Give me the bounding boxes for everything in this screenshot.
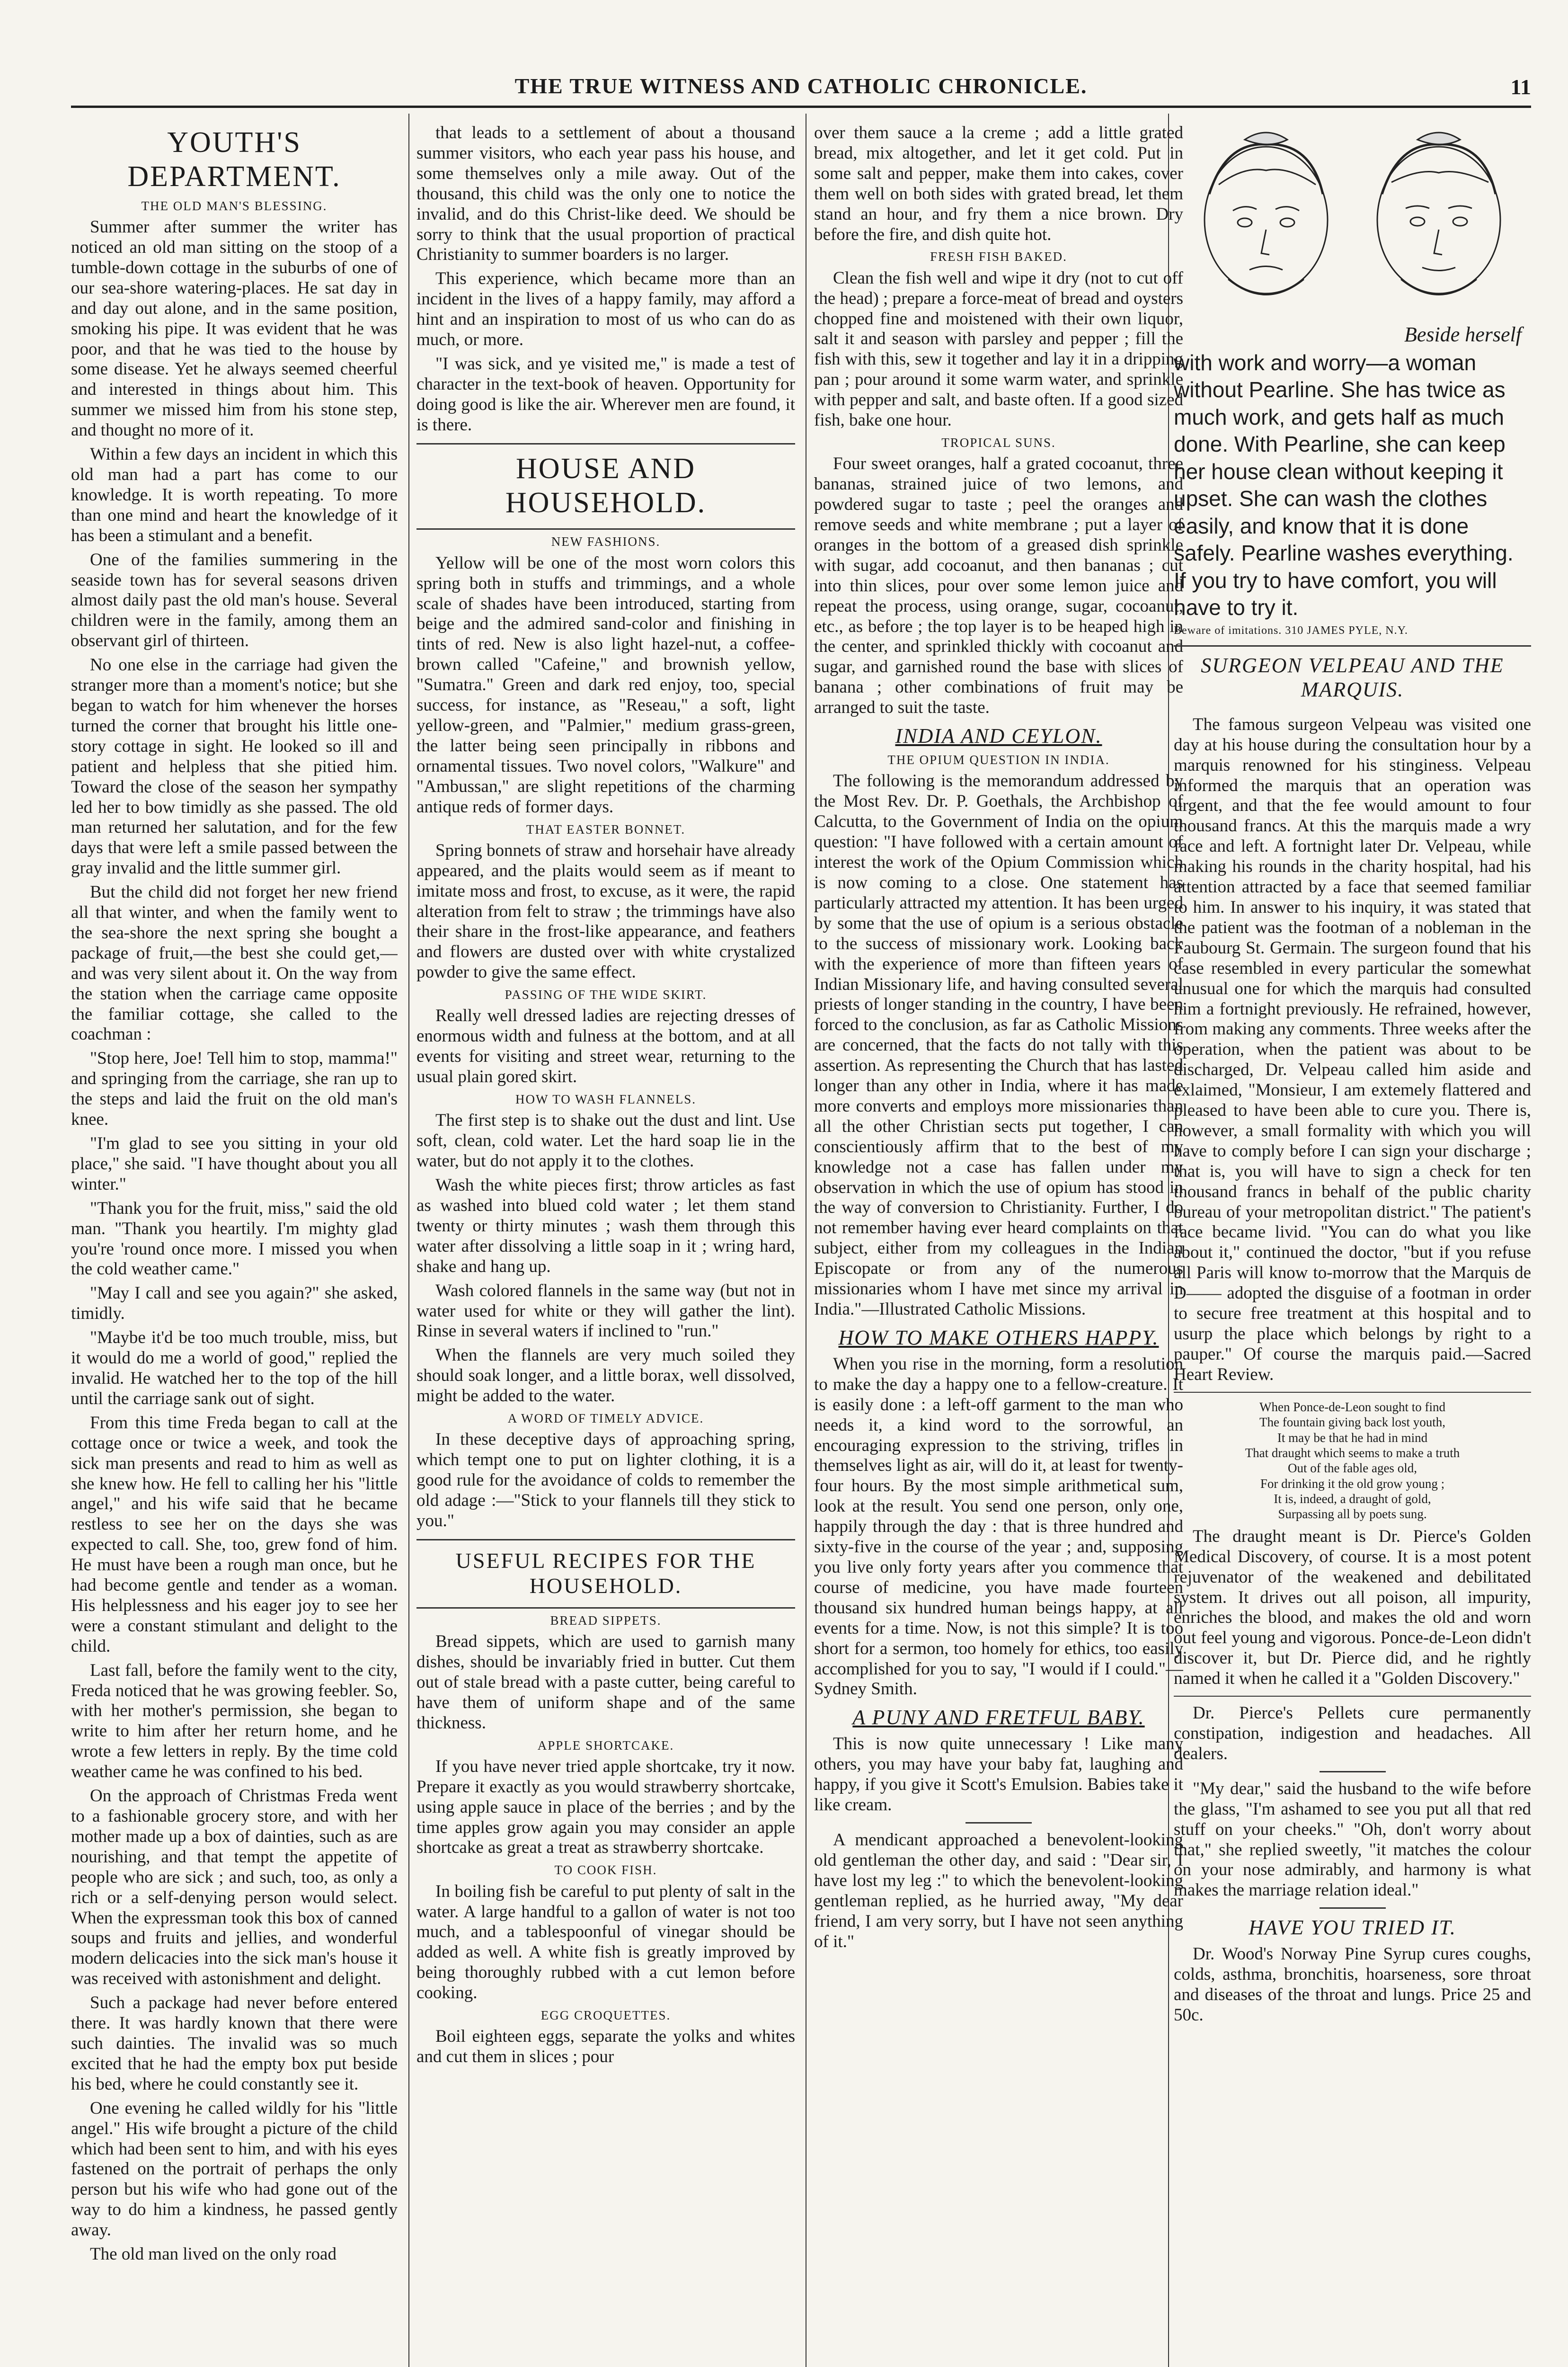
- advertisement-fine-print: Beware of imitations. 310 JAMES PYLE, N.Y.: [1174, 624, 1408, 637]
- article-subhead: BREAD SIPPETS.: [550, 1613, 662, 1628]
- poem-line: Out of the fable ages old,: [1288, 1461, 1417, 1476]
- section-title: YOUTH'S DEPARTMENT.: [127, 126, 341, 193]
- article-title: A PUNY AND FRETFUL BABY.: [852, 1706, 1145, 1729]
- article-paragraph: Dr. Wood's Norway Pine Syrup cures coughs, colds, asthma, bronchitis, hoarseness, sore throat and diseases of the throat and lungs. Price 25 and 50c.: [1174, 1944, 1531, 2025]
- article-paragraph: The first step is to shake out the dust and lint. Use soft, clean, cold water. Let the hard soap lie in the water, but do not apply it to the clothes.: [416, 1111, 795, 1171]
- article-body: [814, 268, 1183, 431]
- article-paragraph: The old man lived on the only road: [90, 2244, 337, 2264]
- advertisement-text: with work and worry—a woman without Pearline. She has twice as much work, and gets half as much done. With Pearline, she can keep her house clean without keeping it upset. She can wash the clothes easily, and know that it is done safely. Pearline washes everything. If you try to have comfort, you will have to try it.: [1174, 350, 1514, 620]
- article-body: [416, 1882, 795, 2003]
- article-paragraph: Wash colored flannels in the same way (but not in water used for white or they will gather the lint). Rinse in several waters if inclined to "run.": [416, 1281, 795, 1341]
- article-paragraph: In these deceptive days of approaching spring, which tempt one to put on lighter clothing, it is a good rule for the avoidance of colds to remember the old adage :—"Stick to your flannels till they stick to you.": [416, 1430, 795, 1531]
- article-body: [1174, 1527, 1531, 1689]
- article-paragraph: "Thank you for the fruit, miss," said the old man. "Thank you heartily. I'm mighty glad you're 'round once more. I missed you when the cold weather came.": [71, 1198, 398, 1279]
- column-advertisements: [1174, 123, 1531, 2367]
- article-body: [71, 217, 398, 2265]
- article-body: [814, 771, 1183, 1319]
- article-subhead: A WORD OF TIMELY ADVICE.: [507, 1411, 704, 1426]
- article-body: [416, 1757, 795, 1859]
- article-body: [416, 1006, 795, 1087]
- poem-line: The fountain giving back lost youth,: [1259, 1415, 1445, 1430]
- article-paragraph: One of the families summering in the seaside town has for several seasons driven almost daily past the old man's house. Several children were in the family, among them an observant girl of thirteen.: [71, 550, 398, 651]
- section-box: [1174, 645, 1531, 711]
- article-subhead: HOW TO WASH FLANNELS.: [515, 1092, 697, 1107]
- advertisement-caption: Beside herself: [1404, 322, 1522, 346]
- article-body: [416, 1111, 795, 1406]
- section-title: HOUSE AND HOUSEHOLD.: [505, 452, 707, 519]
- article-paragraph: On the approach of Christmas Freda went to a fashionable grocery store, and with her mother made up a box of dainties, such as are nourishing, and that tempt the appetite of people who are sick ; and such, too, as only a rich or a self-denying person would select. When the expressman took this box of canned soups and fruits and jellies, and wonderful modern delicacies into the sick man's house it was received with astonishment and delight.: [71, 1786, 398, 1989]
- masthead-rule: [71, 106, 1531, 108]
- article-subhead: TO COOK FISH.: [554, 1863, 657, 1878]
- article-body: [814, 1354, 1183, 1700]
- article-body: [814, 123, 1183, 245]
- article-paragraph: Such a package had never before entered there. It was hardly known that there were such dainties. The invalid was so much excited that he had the empty box put beside his bed, where he could constantly see it.: [71, 1993, 398, 2094]
- masthead: [71, 73, 1531, 107]
- article-paragraph: Within a few days an incident in which this old man had a part has come to our knowledge. It is worth repeating. To more than one mind and heart the knowledge of it has been a stimulant and a benefit.: [71, 445, 398, 545]
- newspaper-title: THE TRUE WITNESS AND CATHOLIC CHRONICLE.: [514, 74, 1088, 98]
- article-paragraph: Clean the fish well and wipe it dry (not to cut off the head) ; prepare a force-meat of bread and oysters chopped fine and moistened with their own liquor, salt it and season with parsley and pepper ; fill the fish with this, sew it together and lay it in a dripping pan ; pour around it some warm water, and sprinkle with pepper and salt, and baste often. If a good sized fish, bake one hour.: [814, 268, 1183, 430]
- article-paragraph: But the child did not forget her new friend all that winter, and when the family went to the sea-shore the next spring she bought a package of fruit,—the best she could get,—and was very silent about it. On the way from the station when the carriage came opposite the familiar cottage, she called to the coachman :: [71, 882, 398, 1044]
- article-body: [814, 454, 1183, 718]
- article-subhead: THAT EASTER BONNET.: [526, 822, 686, 836]
- article-paragraph: This is now quite unnecessary ! Like many others, you may have your baby fat, laughing and happy, if you give it Scott's Emulsion. Babies take it like cream.: [814, 1734, 1183, 1815]
- article-paragraph: Dr. Pierce's Pellets cure permanently constipation, indigestion and headaches. All dealers.: [1174, 1703, 1531, 1763]
- article-paragraph: A mendicant approached a benevolent-looking old gentleman the other day, and said : "Dear sir, I have lost my leg :" to which the benevolent-looking gentleman replied, as he hurried away, "My dear friend, I am very sorry, but I have not seen anything of it.": [814, 1830, 1183, 1951]
- article-paragraph: "I was sick, and ye visited me," is made a test of character in the text-book of heaven. Opportunity for doing good is like the air. Wherever men are found, it is there.: [416, 354, 795, 435]
- column-youths-department: [71, 123, 398, 2367]
- divider: [1174, 1392, 1531, 1393]
- article-body: [416, 841, 795, 983]
- article-paragraph: Really well dressed ladies are rejecting dresses of enormous width and fulness at the bottom, and at all events for visiting and street wear, returning to the usual plain gored skirt.: [416, 1006, 795, 1087]
- article-paragraph: One evening he called wildly for his "little angel." His wife brought a picture of the child which had been sent to him, and with his eyes fastened on the portrait of perhaps the only person but his wife who had gone out of the way to do him a kindness, he passed gently away.: [71, 2098, 398, 2240]
- advertisement-body: [1174, 349, 1531, 622]
- article-title: HOW TO MAKE OTHERS HAPPY.: [838, 1326, 1159, 1349]
- poem-line: When Ponce-de-Leon sought to find: [1259, 1399, 1445, 1414]
- article-paragraph: Four sweet oranges, half a grated cocoanut, three bananas, strained juice of two lemons, and powdered sugar to taste ; peel the oranges and remove seeds and white membrane ; put a layer of oranges in the bottom of a greased dish sprinkle with sugar, add cocoanut, and then bananas ; cut into thin slices, pour over some lemon juice and repeat the process, using orange, sugar, cocoanut, etc., as before ; the top layer is to be heaped high in the center, and sprinkled thickly with cocoanut and sugar, and garnished round the base with slices of banana ; other combinations of fruit may be arranged to suit the taste.: [814, 454, 1183, 718]
- divider: [1174, 1696, 1531, 1697]
- article-subhead: TROPICAL SUNS.: [941, 436, 1056, 450]
- article-subhead: THE OPIUM QUESTION IN INDIA.: [887, 753, 1110, 767]
- section-box: [416, 1539, 795, 1609]
- article-body: [814, 1734, 1183, 1815]
- poem-line: That draught which seems to make a truth: [1245, 1445, 1460, 1460]
- article-paragraph: Wash the white pieces first; throw articles as fast as washed into blued cold water ; let them stand twenty or thirty minutes ; wash them through this water after dissolving a little soap in it ; wring hard, shake and hang up.: [416, 1175, 795, 1276]
- article-paragraph: If you have never tried apple shortcake, try it now. Prepare it exactly as you would strawberry shortcake, using apple sauce in place of the berries ; and by the time apples grow again you may consider an apple shortcake as great a treat as strawberry shortcake.: [416, 1756, 795, 1858]
- article-body: [416, 1430, 795, 1531]
- poem: [1174, 1399, 1531, 1522]
- article-paragraph: Spring bonnets of straw and horsehair have already appeared, and the plaits would seem as if meant to imitate moss and frost, to excuse, as it were, the rapid alteration from felt to straw ; the trimmings have also their share in the frost-like appearance, and feathers and flowers are dusted over with white crystalized powder to give the same effect.: [416, 840, 795, 982]
- article-body: [416, 1632, 795, 1734]
- section-box: [416, 443, 795, 530]
- article-paragraph: This experience, which became more than an incident in the lives of a happy family, may afford a hint and an inspiration to most of us who can do as much, or more.: [416, 269, 795, 350]
- article-paragraph: Yellow will be one of the most worn colors this spring both in stuffs and trimmings, and a whole scale of shades have been introduced, starting from beige and the admired sand-color and finishing in tints of red. New is also light hazel-nut, a coffee-brown called "Cafeine," and brownish yellow, "Sumatra." Green and dark red enjoy, too, special success, for instance, as "Reseau," a soft, light yellow-green, and "Palmier," medium grass-green, the latter being seen principally in ribbons and ornamental tissues. Two novel colors, "Walkure" and "Ambussan," are slight repetitions of the charming antique reds of former days.: [416, 553, 795, 817]
- page-number: 11: [1510, 75, 1531, 99]
- article-body: [1174, 715, 1531, 1385]
- section-title: USEFUL RECIPES FOR THE HOUSEHOLD.: [455, 1548, 756, 1598]
- article-title: SURGEON VELPEAU AND THE MARQUIS.: [1201, 653, 1504, 701]
- article-paragraph: "Maybe it'd be too much trouble, miss, but it would do me a world of good," replied the invalid. He watched her to the top of the hill until the carriage sank out of sight.: [71, 1328, 398, 1408]
- article-subhead: NEW FASHIONS.: [551, 534, 661, 549]
- article-body: [416, 553, 795, 818]
- poem-line: It may be that he had in mind: [1277, 1430, 1428, 1445]
- article-paragraph: The draught meant is Dr. Pierce's Golden Medical Discovery, of course. It is a most potent rejuvenator of the weakened and debilitated system. It drives out all poison, all impurity, enriches the blood, and makes the old and worn out feel young and vigorous. Ponce-de-Leon didn't discover it, but Dr. Pierce did, and he rightly named it when he called it a "Golden Discovery.": [1174, 1526, 1531, 1689]
- poem-line: Surpassing all by poets sung.: [1278, 1507, 1427, 1522]
- poem-line: For drinking it the old grow young ;: [1260, 1476, 1445, 1491]
- article-paragraph: "Stop here, Joe! Tell him to stop, mamma!" and springing from the carriage, she ran up to the steps and laid the fruit on the old man's knee.: [71, 1049, 398, 1130]
- advertisement-illustration: [1174, 123, 1531, 312]
- divider: [966, 1822, 1032, 1824]
- article-paragraph: Summer after summer the writer has noticed an old man sitting on the stoop of a tumble-down cottage in the suburbs of one of our sea-shore watering-places. He sat day in and day out alone, and in the same position, smoking his pipe. It was evident that he was poor, and that he was tied to the house by some disease. Yet he always seemed cheerful and interested in things about him. This summer we missed him from his stone step, and thought no more of it.: [71, 217, 398, 440]
- divider: [1320, 1771, 1386, 1772]
- article-paragraph: No one else in the carriage had given the stranger more than a moment's notice; but she began to watch for him whenever the horses turned the corner that brought his little one-story cottage in sight. He looked so ill and patient and helpless that she pitied him. Toward the close of the season her sympathy led her to bow timidly as she passed. The old man returned her salutation, and for the few days that were left a smile passed between the gray invalid and the little summer girl.: [71, 655, 398, 878]
- article-paragraph: When the flannels are very much soiled they should soak longer, and a little borax, well dissolved, might be added to the water.: [416, 1345, 795, 1406]
- column-rule: [408, 114, 409, 2367]
- article-paragraph: that leads to a settlement of about a thousand summer visitors, who each year pass his house, and some themselves only a mile away. Out of the thousand, this child was the only one to notice the invalid, and do this Christ-like deed. We should be sorry to think that the usual proportion of practical Christianity to summer boarders is no larger.: [416, 123, 795, 265]
- article-paragraph: "May I call and see you again?" she asked, timidly.: [71, 1283, 398, 1324]
- article-paragraph: The famous surgeon Velpeau was visited one day at his house during the consultation hour by a marquis renowned for his stinginess. Velpeau informed the marquis that an operation was urgent, and that the fee would amount to four thousand francs. At this the marquis made a wry face and left. A fortnight later Dr. Velpeau, while making his rounds in the charity hospital, had his attention attracted by a face that seemed familiar to him. In answer to his inquiry, it was stated that the patient was the footman of a nobleman in the Faubourg St. Germain. The surgeon found that his case resembled in every particular the somewhat unusual one for which the marquis had consulted him a fortnight previously. He refrained, however, from making any comments. Three weeks after the operation, when the patient was about to be discharged, Dr. Velpeau called him aside and exlaimed, "Monsieur, I am extemely flattered and pleased to have been able to cure you. There is, however, a small formality with which you will have to comply before I can sign your discharge ; that is, you will have to sign a check for ten thousand francs in behalf of the public charity bureau of your metropolitan district." The patient's face became livid. "You can do what you like about it," continued the doctor, "but if you refuse all Paris will know to-morrow that the Marquis de D—— adopted the disguise of a footman in order to secure free treatment at this hospital and to usurp the place which belongs by right to a pauper." Of course the marquis paid.—Sacred Heart Review.: [1174, 714, 1531, 1384]
- column-recipes-and-articles: [814, 123, 1183, 2367]
- article-paragraph: From this time Freda began to call at the cottage once or twice a week, and took the sick man presents and read to him as well as she knew how. He fell to calling her his "little angel," and his wife said that he became restless to see her on the days she was expected to call. She, too, grew fond of him. He must have been a rough man once, but he had become gentle and tender as a woman. His helplessness and his eager joy to see her were a constant stimulant and delight to the child.: [71, 1413, 398, 1656]
- divider: [1320, 1907, 1386, 1909]
- article-paragraph: When you rise in the morning, form a resolution to make the day a happy one to a fellow-creature. It is easily done : a left-off garment to the man who needs it, a kind word to the sorrowful, an encouraging expression to the striving, trifles in themselves light as air, will do it, at least for twenty-four hours. By the most simple arithmetical sum, look at the result. You send one person, only one, happily through the day : that is three hundred and sixty-five in the course of the year ; and, supposing you live only forty years after you commence that course of medicine, you have made fourteen thousand six hundred human beings happy, at all events for a time. Now, is not this simple? It is too short for a sermon, too homely for ethics, too easily accomplished for you to say, "I would if I could."—Sydney Smith.: [814, 1354, 1183, 1699]
- article-title: INDIA AND CEYLON.: [895, 724, 1102, 748]
- article-paragraph: Boil eighteen eggs, separate the yolks and whites and cut them in slices ; pour: [416, 2027, 795, 2067]
- article-paragraph: "My dear," said the husband to the wife before the glass, "I'm ashamed to see you put all that red stuff on your cheeks." "Oh, don't worry about that," she replied sweetly, "it matches the colour on your nose admirably, and harmony is what makes the marriage relation ideal.": [1174, 1779, 1531, 1900]
- poem-line: It is, indeed, a draught of gold,: [1274, 1492, 1431, 1506]
- article-subhead: EGG CROQUETTES.: [540, 2008, 671, 2023]
- article-subhead: FRESH FISH BAKED.: [930, 249, 1067, 264]
- article-body: [1174, 1779, 1531, 1901]
- article-paragraph: Last fall, before the family went to the city, Freda noticed that he was growing feebler. So, with her mother's permission, she began to write to him after her return home, and he wrote a few letters in reply. By the time cold weather came he was confined to his bed.: [71, 1660, 398, 1782]
- article-paragraph: "I'm glad to see you sitting in your old place," she said. "I have thought about you all winter.": [71, 1134, 398, 1194]
- article-paragraph: In boiling fish be careful to put plenty of salt in the water. A large handful to a gallon of water is not too much, and a tablespoonful of vinegar should be added as well. A white fish is greatly improved by being thoroughly rubbed with a cut lemon before cooking.: [416, 1881, 795, 2003]
- article-subhead: PASSING OF THE WIDE SKIRT.: [505, 988, 707, 1002]
- article-paragraph: over them sauce a la creme ; add a little grated bread, mix altogether, and let it get cold. Put in some salt and pepper, make them into cakes, cover them well on both sides with grated bread, let them stand an hour, and fry them a nice brown. Dry before the fire, and dish quite hot.: [814, 123, 1183, 244]
- article-body: [416, 123, 795, 436]
- article-body: [814, 1830, 1183, 1952]
- article-paragraph: The following is the memorandum addressed by the Most Rev. Dr. P. Goethals, the Archbishop of Calcutta, to the Government of India on the opium question: "I have followed with a certain amount of interest the work of the Opium Commission which is now coming to a close. One statement has particularly attracted my attention. It has been urged by some that the use of opium is a serious obstacle to the success of missionary work. Looking back with the experience of more than fifteen years of Indian Missionary life, and having consulted several priests of longer standing in the country, I have been forced to the conclusion, as far as Catholic Missions are concerned, that the facts do not tally with this assertion. As representing the Church that has lasted longer than any other in India, where it has made more converts and employs more missionaries than all the other Christian sects put together, I can conscientiously affirm that to the best of my knowledge not a case has fallen under my observation in which the use of opium has stood in the way of conversion to Christianity. Further, I do not remember having ever heard complaints on that subject, either from my colleagues in the Indian Episcopate or from any of the numerous missionaries whom I have met since my arrival in India."—Illustrated Catholic Missions.: [814, 771, 1183, 1319]
- article-title: HAVE YOU TRIED IT.: [1249, 1916, 1456, 1940]
- article-subhead: APPLE SHORTCAKE.: [537, 1738, 674, 1753]
- column-house-and-household: [416, 123, 795, 2367]
- article-paragraph: Bread sippets, which are used to garnish many dishes, should be invariably fried in butter. Cut them out of stale bread with a paste cutter, being careful to have them of uniform shape and of the same thickness.: [416, 1631, 795, 1733]
- article-subhead: THE OLD MAN'S BLESSING.: [141, 198, 328, 213]
